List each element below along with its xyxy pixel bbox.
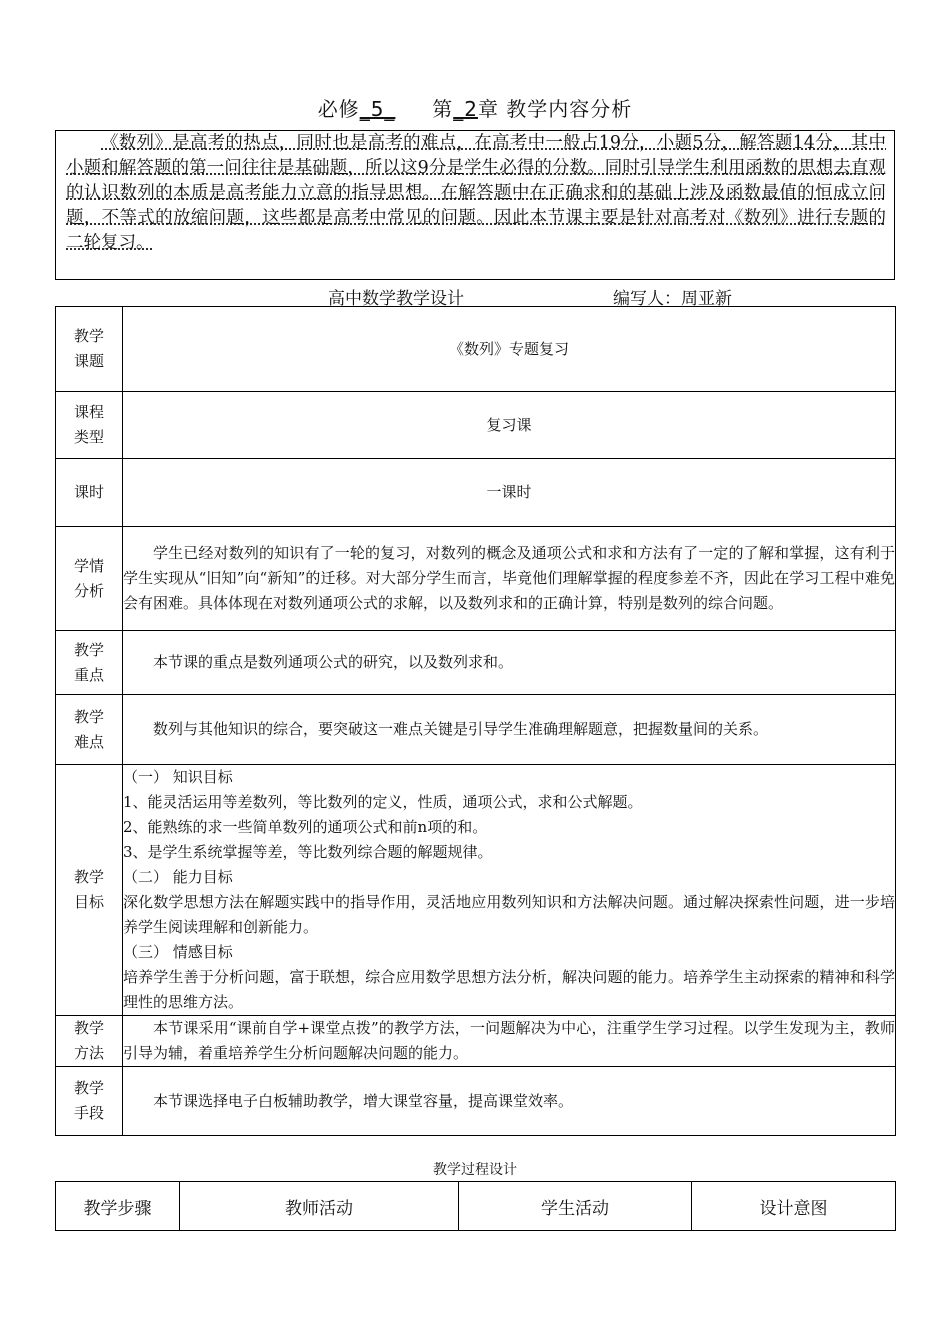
table-row-type (56, 392, 896, 459)
title-suffix: 章 教学内容分析 (477, 97, 633, 121)
row-label: 学情 (73, 556, 104, 575)
table-row-keypoint (56, 631, 896, 695)
row-label: 教学 (73, 868, 104, 886)
row-label: 教学 (73, 1019, 104, 1037)
row-label: 目标 (73, 893, 104, 911)
row-label: 手段 (73, 1104, 104, 1122)
keypoint-text: 本节课的重点是数列通项公式的研究，以及数列求和。 (153, 653, 514, 671)
title-volume: _5_ (359, 97, 396, 121)
title-chapter-prefix: 第 (432, 97, 454, 121)
row-label: 教学 (73, 1079, 104, 1097)
row-label: 难点 (73, 732, 104, 751)
goal-item: 深化数学思想方法在解题实践中的指导作用，灵活地应用数列知识和方法解决问题。通过解决探索性问题，进一步培养学生阅读理解和创新能力。 (123, 893, 895, 936)
title-prefix: 必修 (317, 97, 360, 121)
means-text: 本节课选择电子白板辅助教学，增大课堂容量，提高课堂效率。 (153, 1091, 574, 1110)
table-row-difficulty (56, 695, 896, 765)
title-chapter-number: _2 (453, 97, 478, 121)
row-label: 教学 (73, 327, 104, 345)
table-row-method (56, 1016, 896, 1067)
table-row-analysis (56, 527, 896, 631)
goal-heading-ability: （二） 能力目标 (123, 868, 233, 886)
intro-box (55, 130, 895, 280)
row-label: 课题 (73, 352, 104, 370)
row-label: 类型 (73, 428, 104, 446)
topic-value: 《数列》专题复习 (123, 307, 896, 392)
analysis-text: 学生已经对数列的知识有了一轮的复习，对数列的概念及通项公式和求和方法有了一定的了解和掌握，这有利于学生实现从“旧知”向“新知”的迁移。对大部分学生而言，毕竟他们理解掌握的程度参差不齐，因此在学习工程中难免会有困难。具体体现在对数列通项公式的求解，以及数列求和的正确计算，特别是数列的综合问题。 (123, 544, 895, 612)
course-type-value: 复习课 (123, 392, 896, 459)
period-value: 一课时 (123, 459, 896, 527)
goal-item: 2、能熟练的求一些简单数列的通项公式和前n项的和。 (123, 818, 488, 836)
design-title: 高中数学教学设计 (328, 289, 464, 309)
intro-text: 《数列》是高考的热点，同时也是高考的难点，在高考中一般占19分，小题5分，解答题14分，其中小题和解答题的第一问往往是基础题，所以这9分是学生必得的分数。同时引导学生利用函数的思想去直观的认识数列的本质是高考能力立意的指导思想。在解答题中在正确求和的基础上涉及函数最值的恒成立问题，不等式的放缩问题，这些都是高考中常见的问题。因此本节课主要是针对高考对《数列》进行专题的二轮复习。 (66, 133, 886, 253)
goal-item: 培养学生善于分析问题，富于联想，综合应用数学思想方法分析，解决问题的能力。培养学生主动探索的精神和科学理性的思维方法。 (123, 968, 895, 1011)
column-header-teacher: 教师活动 (180, 1182, 459, 1231)
row-label: 课时 (56, 459, 123, 527)
lesson-design-table (55, 306, 896, 1136)
method-text: 本节课采用“课前自学+课堂点拨”的教学方法，一问题解决为中心，注重学生学习过程。以学生发现为主，教师引导为辅，着重培养学生分析问题解决问题的能力。 (123, 1019, 895, 1062)
goal-item: 3、是学生系统掌握等差，等比数列综合题的解题规律。 (123, 843, 493, 861)
row-label: 教学 (73, 707, 104, 726)
goal-heading-knowledge: （一） 知识目标 (123, 768, 233, 786)
column-header-intent: 设计意图 (692, 1182, 896, 1231)
difficulty-text: 数列与其他知识的综合，要突破这一难点关键是引导学生准确理解题意，把握数量间的关系。 (153, 720, 769, 738)
author-line: 编写人：周亚新 (613, 289, 732, 309)
column-header-student: 学生活动 (459, 1182, 692, 1231)
row-label: 方法 (73, 1044, 104, 1062)
process-caption: 教学过程设计 (433, 1162, 517, 1178)
goal-heading-emotion: （三） 情感目标 (123, 943, 233, 961)
row-label: 教学 (73, 640, 104, 659)
table-row-means (56, 1067, 896, 1136)
goal-item: 1、能灵活运用等差数列，等比数列的定义，性质，通项公式，求和公式解题。 (123, 793, 643, 811)
row-label: 重点 (73, 665, 104, 684)
row-label: 分析 (73, 581, 104, 600)
table-row (56, 1182, 896, 1231)
table-row-goals (56, 765, 896, 1016)
column-header-steps: 教学步骤 (56, 1182, 180, 1231)
table-row-period (56, 459, 896, 527)
page-title (0, 93, 950, 122)
row-label: 课程 (73, 403, 104, 421)
process-table (55, 1181, 896, 1231)
table-row-topic (56, 307, 896, 392)
